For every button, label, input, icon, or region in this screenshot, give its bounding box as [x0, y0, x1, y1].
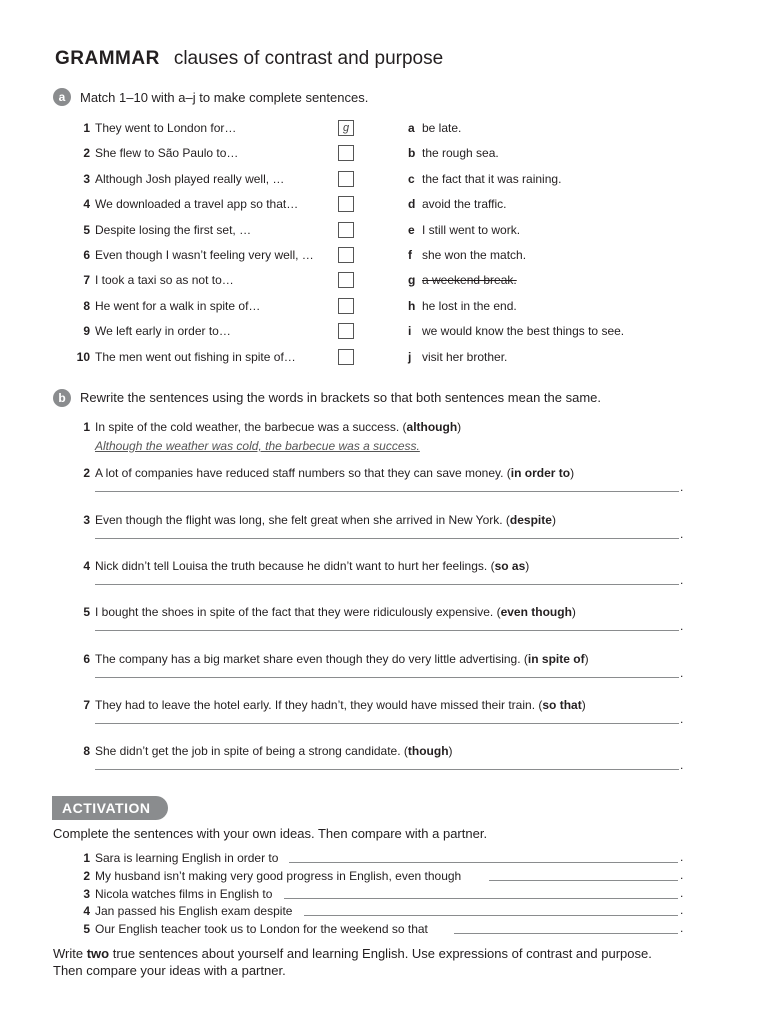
option-text: he lost in the end. [422, 299, 517, 313]
match-row-left [70, 171, 284, 187]
rewrite-item [70, 465, 574, 481]
fill-in-line[interactable] [304, 915, 678, 916]
rewrite-item [70, 419, 461, 435]
match-row-right [408, 196, 507, 212]
option-text: be late. [422, 121, 462, 135]
bracket-close: ) [551, 513, 556, 527]
line-end-period: . [680, 573, 684, 587]
item-number: 9 [83, 324, 90, 338]
option-text: we would know the best things to see. [422, 324, 625, 338]
item-text: We downloaded a travel app so that… [95, 197, 299, 211]
item-number: 1 [83, 851, 90, 865]
section-b-instruction: Rewrite the sentences using the words in brackets so that both sentences mean the same. [80, 390, 602, 405]
match-row-left [70, 298, 260, 314]
bracket-close: ) [457, 420, 462, 434]
match-row-right [408, 349, 507, 365]
final-instruction [53, 945, 743, 979]
item-text: They had to leave the hotel early. If they hadn’t, they would have missed their train. ( [95, 698, 543, 712]
answer-box[interactable] [338, 247, 354, 263]
item-text: Sara is learning English in order to [95, 851, 279, 865]
item-number: 2 [83, 869, 90, 883]
section-a-instruction: Match 1–10 with a–j to make complete sentences. [80, 90, 369, 105]
bracket-close: ) [584, 652, 589, 666]
item-text: Despite losing the first set, … [95, 223, 252, 237]
item-text: She didn’t get the job in spite of being a strong candidate. ( [95, 744, 408, 758]
line-end-period: . [680, 480, 684, 494]
rewrite-item [70, 651, 589, 667]
match-row-left [70, 247, 314, 263]
bracket-close: ) [581, 698, 586, 712]
rewrite-item [70, 512, 556, 528]
match-row-right [408, 298, 517, 314]
item-number: 6 [83, 248, 90, 262]
example-answer: Although the weather was cold, the barbecue was a success. [95, 439, 420, 453]
bracket-keyword: in order to [510, 466, 571, 480]
item-number: 7 [83, 273, 90, 287]
answer-line[interactable] [95, 677, 679, 678]
item-number: 5 [83, 922, 90, 936]
activation-item [70, 921, 428, 937]
match-row-right [408, 222, 520, 238]
rewrite-item [70, 558, 529, 574]
page-title [55, 48, 443, 70]
item-text: He went for a walk in spite of… [95, 299, 261, 313]
option-text: visit her brother. [422, 350, 508, 364]
match-row-left [70, 222, 251, 238]
item-text: My husband isn’t making very good progress in English, even though [95, 869, 462, 883]
option-text: she won the match. [422, 248, 527, 262]
item-text: The company has a big market share even though they do very little advertising. ( [95, 652, 528, 666]
bracket-close: ) [525, 559, 530, 573]
item-number: 5 [83, 605, 90, 619]
item-text: I took a taxi so as not to… [95, 273, 234, 287]
option-text: the rough sea. [422, 146, 499, 160]
section-a-badge: a [53, 88, 71, 106]
match-row-right [408, 120, 461, 136]
section-b-badge: b [53, 389, 71, 407]
item-number: 3 [83, 513, 90, 527]
match-row-left [70, 349, 296, 365]
item-text: Jan passed his English exam despite [95, 904, 293, 918]
item-number: 1 [83, 121, 90, 135]
match-row-left [70, 272, 234, 288]
final-instruction-emphasis: two [86, 946, 110, 961]
item-number: 1 [83, 420, 90, 434]
item-number: 4 [83, 559, 90, 573]
bracket-keyword: so that [542, 698, 582, 712]
bracket-keyword: so as [494, 559, 526, 573]
item-number: 4 [83, 197, 90, 211]
option-letter: c [408, 172, 415, 186]
line-end-period: . [680, 619, 684, 633]
fill-in-line[interactable] [454, 933, 678, 934]
item-number: 8 [83, 299, 90, 313]
option-letter: d [408, 197, 416, 211]
activation-item [70, 903, 292, 919]
answer-line[interactable] [95, 538, 679, 539]
answer-line[interactable] [95, 630, 679, 631]
item-number: 8 [83, 744, 90, 758]
match-row-left [70, 120, 236, 136]
item-number: 6 [83, 652, 90, 666]
item-number: 2 [83, 466, 90, 480]
item-text: Although Josh played really well, … [95, 172, 285, 186]
item-text: A lot of companies have reduced staff numbers so that they can save money. ( [95, 466, 511, 480]
option-letter: g [408, 273, 416, 287]
line-end-period: . [680, 850, 684, 864]
match-row-right [408, 145, 499, 161]
option-text: avoid the traffic. [422, 197, 507, 211]
answer-line[interactable] [95, 584, 679, 585]
match-row-left [70, 196, 298, 212]
item-number: 3 [83, 887, 90, 901]
activation-item [70, 850, 278, 866]
match-row-left [70, 323, 231, 339]
option-letter: j [408, 350, 412, 364]
item-text: They went to London for… [95, 121, 237, 135]
match-row-left [70, 145, 238, 161]
rewrite-item [70, 604, 576, 620]
match-row-right [408, 247, 526, 263]
line-end-period: . [680, 758, 684, 772]
item-text: The men went out fishing in spite of… [95, 350, 296, 364]
option-letter: b [408, 146, 416, 160]
activation-instruction: Complete the sentences with your own ideas. Then compare with a partner. [53, 826, 488, 841]
bracket-keyword: although [406, 420, 458, 434]
bracket-close: ) [448, 744, 453, 758]
answer-line[interactable] [95, 769, 679, 770]
bracket-keyword: even though [500, 605, 572, 619]
answer-box[interactable] [338, 323, 354, 339]
match-row-right [408, 171, 561, 187]
option-text: I still went to work. [422, 223, 521, 237]
answer-box[interactable] [338, 145, 354, 161]
answer-box[interactable] [338, 298, 354, 314]
grammar-subheading: clauses of contrast and purpose [173, 48, 444, 69]
item-number: 2 [83, 146, 90, 160]
fill-in-line[interactable] [284, 898, 678, 899]
answer-box[interactable] [338, 196, 354, 212]
option-letter: f [408, 248, 412, 262]
option-letter: e [408, 223, 415, 237]
item-number: 4 [83, 904, 90, 918]
activation-item [70, 886, 272, 902]
answer-line[interactable] [95, 491, 679, 492]
line-end-period: . [680, 921, 684, 935]
line-end-period: . [680, 886, 684, 900]
fill-in-line[interactable] [489, 880, 678, 881]
bracket-keyword: though [407, 744, 449, 758]
item-number: 5 [83, 223, 90, 237]
answer-box[interactable] [338, 222, 354, 238]
final-instruction-rest: true sentences about yourself and learning English. Use expressions of contrast and purpose. [109, 946, 652, 961]
item-number: 10 [76, 350, 90, 364]
item-number: 7 [83, 698, 90, 712]
item-text: Our English teacher took us to London for the weekend so that [95, 922, 428, 936]
option-letter: a [408, 121, 415, 135]
option-text: a weekend break. [422, 273, 517, 287]
item-text: We left early in order to… [95, 324, 231, 338]
item-text: I bought the shoes in spite of the fact that they were ridiculously expensive. ( [95, 605, 501, 619]
activation-tab: ACTIVATION [52, 796, 168, 820]
item-text: Even though I wasn’t feeling very well, … [95, 248, 314, 262]
answer-box[interactable] [338, 349, 354, 365]
bracket-close: ) [570, 466, 575, 480]
option-text: the fact that it was raining. [422, 172, 562, 186]
rewrite-item [70, 743, 453, 759]
line-end-period: . [680, 666, 684, 680]
answer-box[interactable] [338, 171, 354, 187]
bracket-keyword: in spite of [527, 652, 585, 666]
item-text: Nicola watches films in English to [95, 887, 273, 901]
item-number: 3 [83, 172, 90, 186]
answer-box[interactable]: g [338, 120, 354, 136]
bracket-close: ) [571, 605, 576, 619]
fill-in-line[interactable] [289, 862, 678, 863]
grammar-heading: GRAMMAR [55, 48, 160, 69]
bracket-keyword: despite [509, 513, 552, 527]
option-letter: i [408, 324, 412, 338]
final-instruction-start: Write [53, 946, 87, 961]
match-row-right [408, 323, 624, 339]
line-end-period: . [680, 712, 684, 726]
rewrite-item [70, 697, 586, 713]
item-text: Nick didn’t tell Louisa the truth because he didn’t want to hurt her feelings. ( [95, 559, 495, 573]
item-text: She flew to São Paulo to… [95, 146, 239, 160]
line-end-period: . [680, 527, 684, 541]
final-instruction-line2: Then compare your ideas with a partner. [53, 963, 286, 978]
item-text: In spite of the cold weather, the barbecue was a success. ( [95, 420, 407, 434]
match-row-right [408, 272, 517, 288]
line-end-period: . [680, 868, 684, 882]
option-letter: h [408, 299, 416, 313]
item-text: Even though the flight was long, she felt great when she arrived in New York. ( [95, 513, 510, 527]
answer-box[interactable] [338, 272, 354, 288]
answer-line[interactable] [95, 723, 679, 724]
line-end-period: . [680, 903, 684, 917]
activation-item [70, 868, 461, 884]
